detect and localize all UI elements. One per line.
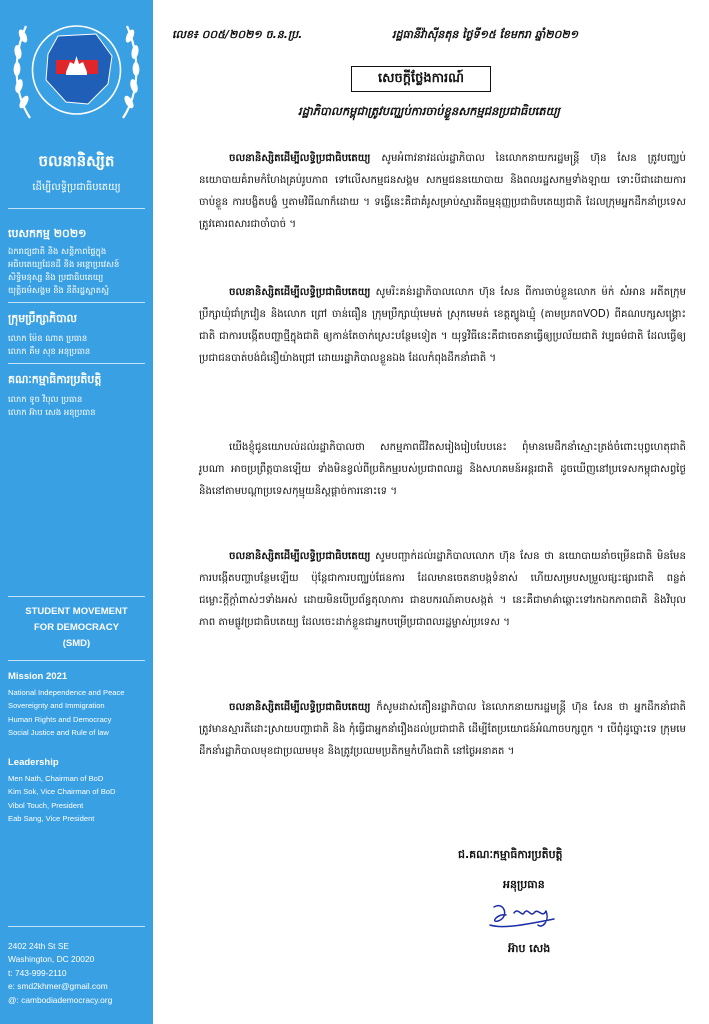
paragraph-3 — [199, 437, 686, 503]
board-member-km: លោក គឹម សុខ អនុប្រធាន — [8, 346, 91, 356]
mission-list-km — [8, 245, 148, 297]
website-line: @: cambodiademocracy.org — [8, 994, 113, 1005]
leadership-heading-en: Leadership — [8, 757, 59, 768]
board-member-km: លោក ម៉ែន ណាត ប្រធាន — [8, 333, 88, 343]
mission-item-en: Sovereignty and Immigration — [8, 701, 105, 711]
mission-item-en: Human Rights and Democracy — [8, 714, 112, 724]
org-name-km: ចលនានិស្សិត — [38, 152, 115, 170]
mission-item-km: ឯករាជ្យជាតិ និង សន្តិភាពផ្ទៃក្នុង — [8, 246, 107, 256]
org-name-inline: ចលនានិស្សិតដើម្បីលទ្ធិប្រជាធិបតេយ្យ — [229, 702, 371, 713]
sidebar — [0, 0, 153, 1024]
smd-line: STUDENT MOVEMENT — [25, 606, 128, 617]
address-line: Washington, DC 20020 — [8, 954, 95, 965]
leader-item-en: Vibol Touch, President — [8, 800, 84, 810]
sidebar-divider — [8, 926, 145, 927]
mission-item-en: National Independence and Peace — [8, 688, 125, 697]
handwritten-signature — [484, 895, 568, 935]
leader-item-en: Men Nath, Chairman of BoD — [8, 774, 104, 783]
org-name-inline: ចលនានិស្សិតដើម្បីលទ្ធិប្រជាធិបតេយ្យ — [229, 153, 371, 164]
paragraph-text: ក៏សូមដាស់តឿនរដ្ឋាភិបាល នៃលោកនាយករដ្ឋមន្រ្តី ហ៊ុន សែន ថា អ្នកដឹកនាំជាតិ ត្រូវមានស្មារតីដោះស្រាយបញ្ហាជាតិ និង កុំធ្វើជាអ្នកនាំរឿងដល់ប្រជាជាតិ ដើម្បីតែប្រយោជន៍អំណាចបក្សពួក ។ បើពុំដូច្នោះទេ ក្រុមមេដឹកនាំរដ្ឋាភិបាលមុខជាប្រឈមមុខ និងត្រូវប្រឈមប្រតិកម្មកំហឹងជាតិ នៅថ្ងៃអនាគត ។ — [199, 702, 686, 757]
paragraph-text: យើងខ្ញុំជូនយោបល់ដល់រដ្ឋាភិបាលថា សកម្មភាពជីវិតសរៀងរៀបបែបនេះ ពុំមានមេដឹកនាំស្មោះត្រង់ចំពោះបុព្វហេតុជាតិរូបណា អាចប្រព្រឹត្តបានឡើយ ទាំងមិនខ្វល់ពីប្រតិកម្មរបស់ប្រជាពលរដ្ឋ និងសហគមន៍អន្តរជាតិ ដូចឃើញនៅប្រទេសកម្ពុជាសព្វថ្ងៃ និងនៅតាមបណ្តាប្រទេសកុម្មុយនិស្តផ្តាច់ការនោះទេ ។ — [199, 442, 686, 497]
document-date: រដ្ឋធានីវ៉ាស៊ីនតុន ថ្ងៃទី១៥ ខែមករា ឆ្នាំ២០២១ — [392, 28, 579, 41]
board-list-km — [8, 332, 148, 358]
sidebar-divider — [8, 596, 145, 597]
email-line: e: smd2khmer@gmail.com — [8, 981, 108, 992]
signature-role: អនុប្រធាន — [503, 878, 545, 891]
mission-item-km: អធិបតេយ្យដែនដី និង អន្តោប្រវេសន៍ — [8, 259, 120, 269]
address-line: 2402 24th St SE — [8, 941, 69, 951]
contact-address — [8, 940, 112, 1007]
paragraph-text: សូមអំពាវនាវដល់រដ្ឋាភិបាល នៃលោកនាយករដ្ឋមន្រ្តី ហ៊ុន សែន ត្រូវបញ្ឈប់នយោបាយគំរាមកំហែងគ្រប់រូបភាព ទៅលើសកម្មជនសង្គម សកម្មជននយោបាយ និងពលរដ្ឋសកម្មទាំងឡាយ ទោះបីជាដោយការចាប់ខ្លួន ការបង្ខិតបង្ខំ ឬតាមវិធីណាក៏ដោយ ។ ទង្វើនេះគឺជាគំរូសម្រាប់ស្មារតីធម្មនុញ្ញប្រជាធិបតេយ្យជាតិ ដែលក្រុមអ្នកដឹកនាំប្រទេសត្រូវគោរពសារជាចាំបាច់ ។ — [199, 153, 686, 230]
mission-heading-km: បេសកកម្ម ២០២១ — [8, 227, 87, 240]
signatory-name: អ៊ាប សេង — [508, 942, 551, 955]
reference-number: លេខ៖ ០០៥/២០២១ ច.ន.ប្រ. — [172, 28, 303, 41]
paragraph-1 — [199, 148, 686, 236]
signature-organization: ជ.គណៈកម្មាធិការប្រតិបត្តិ — [458, 848, 563, 861]
org-subtitle-km: ដើម្បីលទ្ធិប្រជាធិបតេយ្យ — [32, 182, 121, 193]
sidebar-divider — [8, 363, 145, 364]
exec-member-km: លោក អ៊ាប សេង អនុប្រធាន — [8, 407, 96, 417]
smd-name-en — [0, 604, 153, 652]
paragraph-text: សូមបញ្ជាក់ដល់រដ្ឋាភិបាលលោក ហ៊ុន សែន ថា នយោបាយនាំចម្រើនជាតិ មិនមែនការបង្កើតបញ្ហាបន្ថែមឡើយ ប៉ុន្តែជាការបញ្ឈប់ផែនការ ដែលមានចេតនាបង្កទំនាស់ ហើយសម្របសម្រួលផ្សះផ្សារជាតិ ពន្លត់ជម្លោះក្តីក្តាំពាស់ៗទាំងអស់ ដោយមិនបើប្រព័ន្ធតុលាការ ជាឧបករណ៍គាបសង្កត់ ។ នេះគឺជាមាគ៌ាឆ្ពោះទៅរកឯកភាពជាតិ និងវិបុលភាព តាមផ្លូវប្រជាធិបតេយ្យ ដែលចេះដាក់ខ្លួនជាអ្នកបម្រើប្រជាពលរដ្ឋម្ចាស់ប្រទេស ។ — [199, 551, 686, 628]
smd-line: (SMD) — [62, 638, 91, 649]
sidebar-divider — [8, 302, 145, 303]
org-name-inline: ចលនានិស្សិតដើម្បីលទ្ធិប្រជាធិបតេយ្យ — [229, 551, 371, 562]
exec-member-km: លោក ទូច វិបុល ប្រធាន — [8, 394, 83, 404]
exec-heading-km: គណៈកម្មាធិការប្រតិបត្តិ — [8, 373, 102, 386]
leader-item-en: Kim Sok, Vice Chairman of BoD — [8, 787, 116, 797]
document-title: សេចក្តីថ្លែងការណ៍ — [351, 66, 491, 92]
board-heading-km: ក្រុមប្រឹក្សាភិបាល — [8, 312, 78, 325]
document-subtitle: រដ្ឋាភិបាលកម្ពុជាត្រូវបញ្ឈប់ការចាប់ខ្លួនសកម្មជនប្រជាធិបតេយ្យ — [298, 104, 560, 118]
smd-line: FOR DEMOCRACY — [34, 622, 119, 633]
paragraph-5 — [199, 697, 686, 763]
mission-list-en — [8, 686, 150, 740]
phone-line: t: 743-999-2110 — [8, 967, 67, 978]
org-name-inline: ចលនានិស្សិតដើម្បីលទ្ធិប្រជាធិបតេយ្យ — [229, 287, 371, 298]
mission-heading-en: Mission 2021 — [8, 671, 68, 682]
paragraph-text: សូមរិះគន់រដ្ឋាភិបាលលោក ហ៊ុន សែន ពីការចាប់ខ្លួនលោក ម៉ក់ សំអាន អតីតក្រុមប្រឹក្សាឃុំជាំក្រវៀន និងលោក ព្រៅ ចាន់ធឿន ក្រុមប្រឹក្សាឃុំមេមត់ ស្រុកមេមត់ ខេត្តត្បូងឃ្មុំ (តាមប្រភពVOD) ពីគណបក្សសង្គ្រោះជាតិ ជាការបង្កើតបញ្ហាថ្មីក្នុងជាតិ ឲ្យកាន់តែចាក់ស្រេះបន្ថែមទៀត ។ យុទ្ធវិធីនេះគឺជាចេតនាធ្វើឲ្យប្រល័យជាតិ វប្បធម៌ជាតិ ដែលធ្វើឲ្យប្រជាជនបាត់បង់ជំនឿយ៉ាងជ្រៅ ដោយរដ្ឋាភិបាលខ្លួនឯង ដែលកំពុងដឹកនាំជាតិ ។ — [199, 287, 686, 364]
mission-item-km: សិទ្ធិមនុស្ស និង ប្រជាធិបតេយ្យ — [8, 272, 104, 282]
sidebar-divider — [8, 208, 145, 209]
paragraph-2 — [199, 282, 686, 370]
mission-item-km: យុត្តិធម៌សង្គម និង នីតិរដ្ឋស្អាតស្អំ — [8, 285, 110, 295]
exec-list-km — [8, 393, 148, 419]
leader-item-en: Eab Sang, Vice President — [8, 814, 95, 824]
sidebar-divider — [8, 660, 145, 661]
leadership-list-en — [8, 772, 150, 826]
paragraph-4 — [199, 546, 686, 634]
mission-item-en: Social Justice and Rule of law — [8, 728, 109, 738]
un-style-emblem-logo — [10, 6, 143, 134]
